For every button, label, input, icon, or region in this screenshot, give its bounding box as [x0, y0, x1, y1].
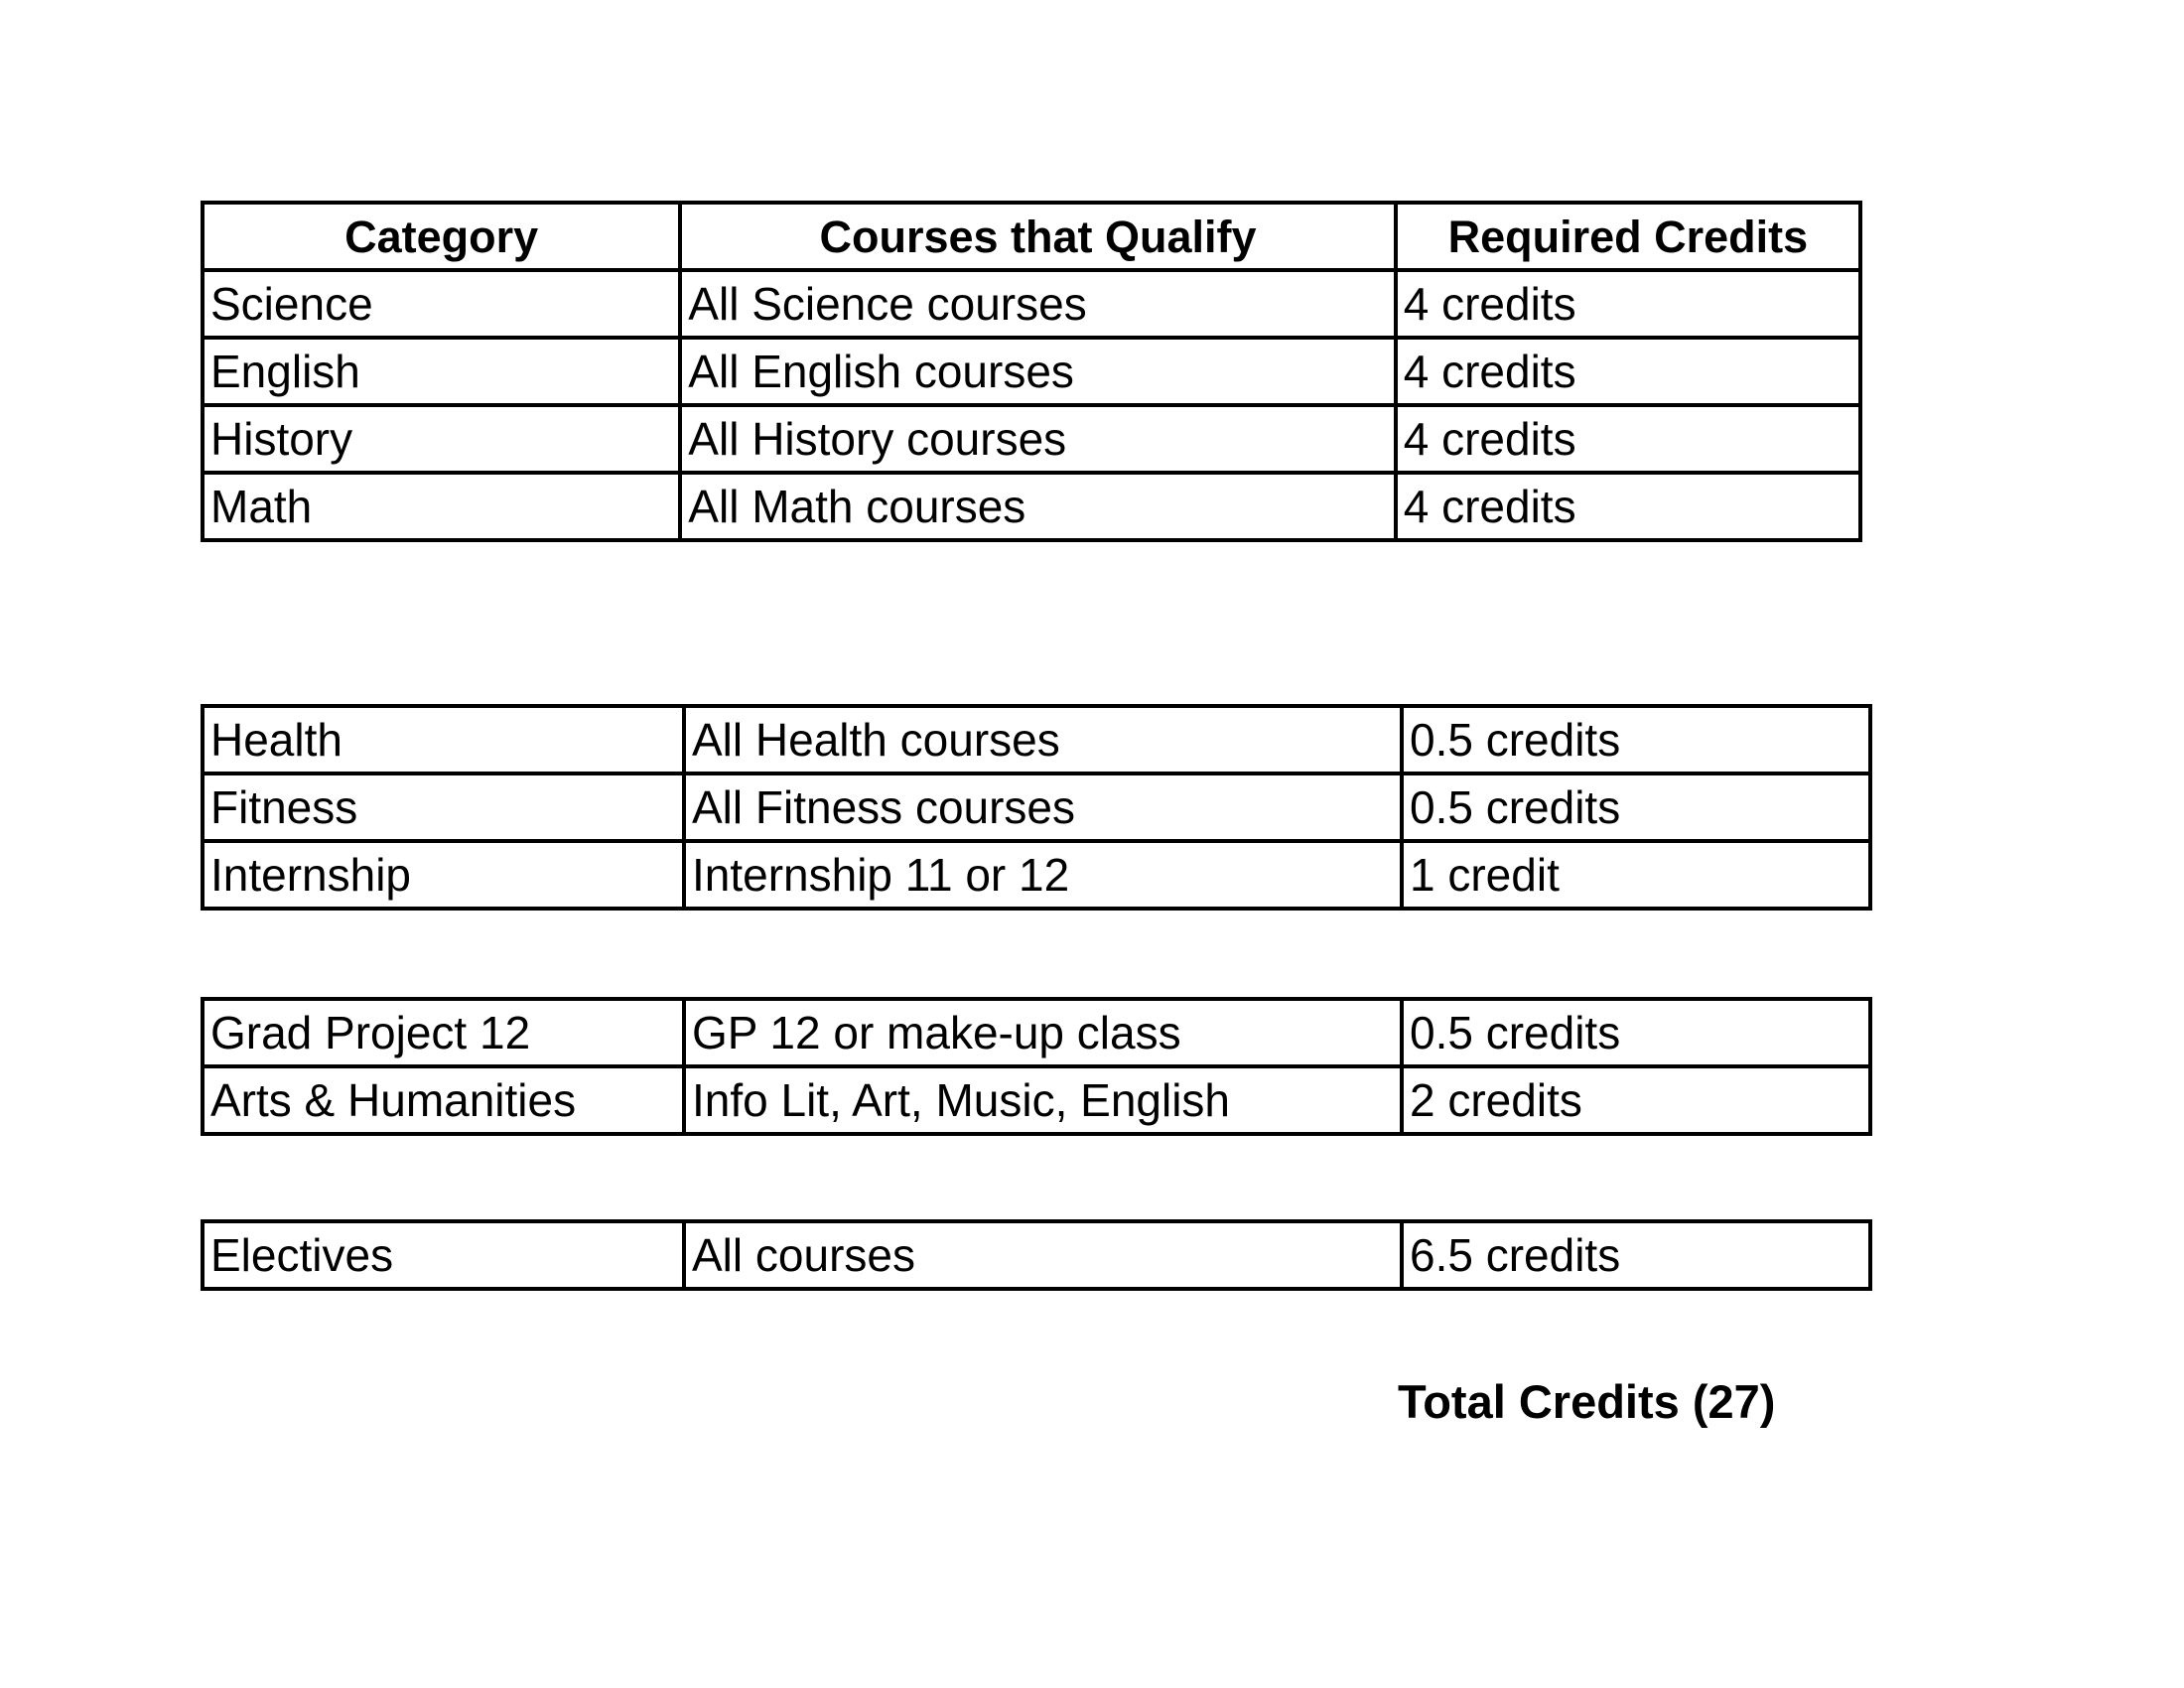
electives-table: [201, 1219, 1872, 1291]
total-credits: Total Credits (27): [1398, 1375, 1776, 1428]
category-cell: Arts & Humanities: [203, 1066, 684, 1134]
table-row: [203, 405, 1860, 473]
table-row: [203, 1066, 1870, 1134]
courses-cell: All courses: [684, 1221, 1402, 1289]
table-row: [203, 473, 1860, 540]
category-cell: English: [203, 338, 680, 405]
category-cell: Fitness: [203, 774, 684, 841]
courses-cell: Info Lit, Art, Music, English: [684, 1066, 1402, 1134]
credits-cell: 0.5 credits: [1402, 706, 1870, 774]
category-cell: Health: [203, 706, 684, 774]
health-fitness-table: [201, 704, 1872, 911]
credits-cell: 4 credits: [1396, 473, 1860, 540]
courses-cell: All Health courses: [684, 706, 1402, 774]
category-cell: Math: [203, 473, 680, 540]
category-cell: Electives: [203, 1221, 684, 1289]
core-requirements-table: [201, 201, 1862, 542]
credits-cell: 4 credits: [1396, 270, 1860, 338]
header-courses: Courses that Qualify: [680, 203, 1395, 270]
table-row: [203, 774, 1870, 841]
category-cell: Internship: [203, 841, 684, 909]
table-row: [203, 270, 1860, 338]
courses-cell: Internship 11 or 12: [684, 841, 1402, 909]
table-row: [203, 1221, 1870, 1289]
header-category: Category: [203, 203, 680, 270]
header-credits: Required Credits: [1396, 203, 1860, 270]
category-cell: History: [203, 405, 680, 473]
courses-cell: GP 12 or make-up class: [684, 999, 1402, 1066]
grad-arts-table: [201, 997, 1872, 1136]
table-row: [203, 338, 1860, 405]
category-cell: Grad Project 12: [203, 999, 684, 1066]
credits-cell: 4 credits: [1396, 338, 1860, 405]
courses-cell: All Math courses: [680, 473, 1395, 540]
table-row: [203, 706, 1870, 774]
courses-cell: All Fitness courses: [684, 774, 1402, 841]
table-header-row: [203, 203, 1860, 270]
courses-cell: All Science courses: [680, 270, 1395, 338]
credits-cell: 6.5 credits: [1402, 1221, 1870, 1289]
credits-cell: 1 credit: [1402, 841, 1870, 909]
credits-cell: 2 credits: [1402, 1066, 1870, 1134]
table-row: [203, 999, 1870, 1066]
table-row: [203, 841, 1870, 909]
courses-cell: All English courses: [680, 338, 1395, 405]
credits-cell: 0.5 credits: [1402, 999, 1870, 1066]
category-cell: Science: [203, 270, 680, 338]
courses-cell: All History courses: [680, 405, 1395, 473]
credits-cell: 4 credits: [1396, 405, 1860, 473]
credits-cell: 0.5 credits: [1402, 774, 1870, 841]
